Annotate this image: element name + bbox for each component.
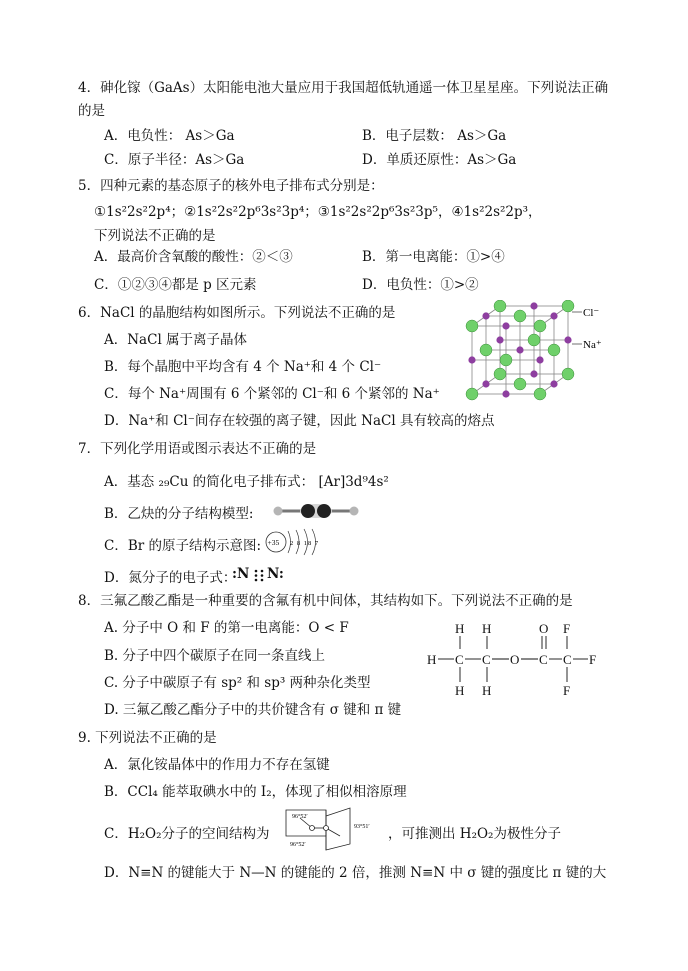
h2o2-angle-label-3: 96°52′ <box>290 842 306 848</box>
q6-stem: 6．NaCl 的晶胞结构如图所示。下列说法不正确的是 <box>78 305 396 321</box>
svg-text:C: C <box>563 652 572 667</box>
q6-option-a: A．NaCl 属于离子晶体 <box>104 332 248 348</box>
acetylene-model <box>270 500 362 522</box>
q7-stem: 7．下列化学用语或图示表达不正确的是 <box>78 441 317 457</box>
q5-option-c: C．①②③④都是 p 区元素 <box>94 277 257 293</box>
h2o2-angle-label-1: 96°52′ <box>292 814 308 820</box>
svg-text:H: H <box>427 652 437 667</box>
q5-option-b: B．第一电离能：①>④ <box>362 249 505 265</box>
q7-option-c: C．Br 的原子结构示意图: <box>104 538 262 554</box>
q9-option-c-part2: ，可推测出 H₂O₂为极性分子 <box>388 826 561 842</box>
n2-electron-formula-right: N: <box>267 566 284 582</box>
svg-text:F: F <box>563 621 571 636</box>
q5-configs: ①1s²2s²2p⁴；②1s²2s²2p⁶3s²3p⁴；③1s²2s²2p⁶3s²3p⁵，④1s²2s²2p³， <box>94 204 542 220</box>
q5-option-d: D．电负性：①>② <box>362 277 479 293</box>
q8-option-d: D. 三氟乙酸乙酯分子中的共价键含有 σ 键和 π 键 <box>104 702 402 718</box>
br-nucleus-label: +35 <box>267 538 280 547</box>
q4-option-b: B．电子层数： As＞Ga <box>362 128 507 144</box>
q8-option-a: A. 分子中 O 和 F 的第一电离能：O < F <box>104 620 349 636</box>
q6-option-c: C．每个 Na⁺周围有 6 个紧邻的 Cl⁻和 6 个紧邻的 Na⁺ <box>104 386 440 402</box>
svg-text:F: F <box>589 652 597 667</box>
na-ion-label: Na⁺ <box>583 339 602 351</box>
q4-stem-line2: 的是 <box>78 103 105 119</box>
q7-option-b: B．乙炔的分子结构模型: <box>104 506 254 522</box>
br-shell-electrons: 2 8 18 7 <box>290 540 320 547</box>
q9-option-b: B．CCl₄ 能萃取碘水中的 I₂，体现了相似相溶原理 <box>104 784 407 800</box>
svg-text:H: H <box>455 621 465 636</box>
svg-text:H: H <box>482 683 492 698</box>
svg-text:O: O <box>539 621 549 636</box>
q7-option-a: A．基态 ₂₉Cu 的简化电子排布式： [Ar]3d⁹4s² <box>104 474 389 490</box>
ethyl-trifluoroacetate-structure <box>424 618 604 700</box>
q9-option-d: D．N≡N 的键能大于 N—N 的键能的 2 倍，推测 N≡N 中 σ 键的强度比 π 键的大 <box>104 865 607 881</box>
q5-option-a: A．最高价含氧酸的酸性：②＜③ <box>94 249 293 265</box>
h2o2-structure-diagram <box>282 806 384 852</box>
q4-option-c: C．原子半径：As＞Ga <box>104 152 245 168</box>
svg-text:H: H <box>482 621 492 636</box>
h2o2-angle-label-2: 93°51′ <box>354 824 370 830</box>
n2-triple-pair-dots <box>253 569 265 582</box>
q6-option-b: B．每个晶胞中平均含有 4 个 Na⁺和 4 个 Cl⁻ <box>104 359 382 375</box>
n2-electron-formula-left: :N <box>232 566 250 582</box>
svg-text:C: C <box>455 652 464 667</box>
q9-stem: 9. 下列说法不正确的是 <box>78 730 217 746</box>
svg-text:C: C <box>482 652 491 667</box>
svg-text:O: O <box>510 652 520 667</box>
q4-option-d: D．单质还原性：As＞Ga <box>362 152 517 168</box>
q4-stem-line1: 4．砷化镓（GaAs）太阳能电池大量应用于我国超低轨通遥一体卫星星座。下列说法正确 <box>78 80 609 96</box>
q4-option-a: A．电负性： As＞Ga <box>104 128 235 144</box>
q9-option-c-part1: C．H₂O₂分子的空间结构为 <box>104 826 270 842</box>
q6-option-d: D．Na⁺和 Cl⁻间存在较强的离子键，因此 NaCl 具有较高的熔点 <box>104 413 495 429</box>
q7-option-d: D．氮分子的电子式： <box>104 570 237 586</box>
q8-option-b: B. 分子中四个碳原子在同一条直线上 <box>104 648 326 664</box>
br-atom-structure-diagram <box>262 527 324 557</box>
cl-ion-label: Cl⁻ <box>583 307 600 319</box>
svg-text:F: F <box>563 683 571 698</box>
q8-option-c: C. 分子中碳原子有 sp² 和 sp³ 两种杂化类型 <box>104 675 371 691</box>
q5-stem: 5．四种元素的基态原子的核外电子排布式分别是： <box>78 178 384 194</box>
q8-stem: 8．三氟乙酸乙酯是一种重要的含氟有机中间体，其结构如下。下列说法不正确的是 <box>78 593 573 609</box>
q9-option-a: A．氯化铵晶体中的作用力不存在氢键 <box>104 757 330 773</box>
nacl-crystal-figure <box>460 300 610 402</box>
svg-text:C: C <box>539 652 548 667</box>
q5-ask: 下列说法不正确的是 <box>94 228 216 244</box>
svg-text:H: H <box>455 683 465 698</box>
